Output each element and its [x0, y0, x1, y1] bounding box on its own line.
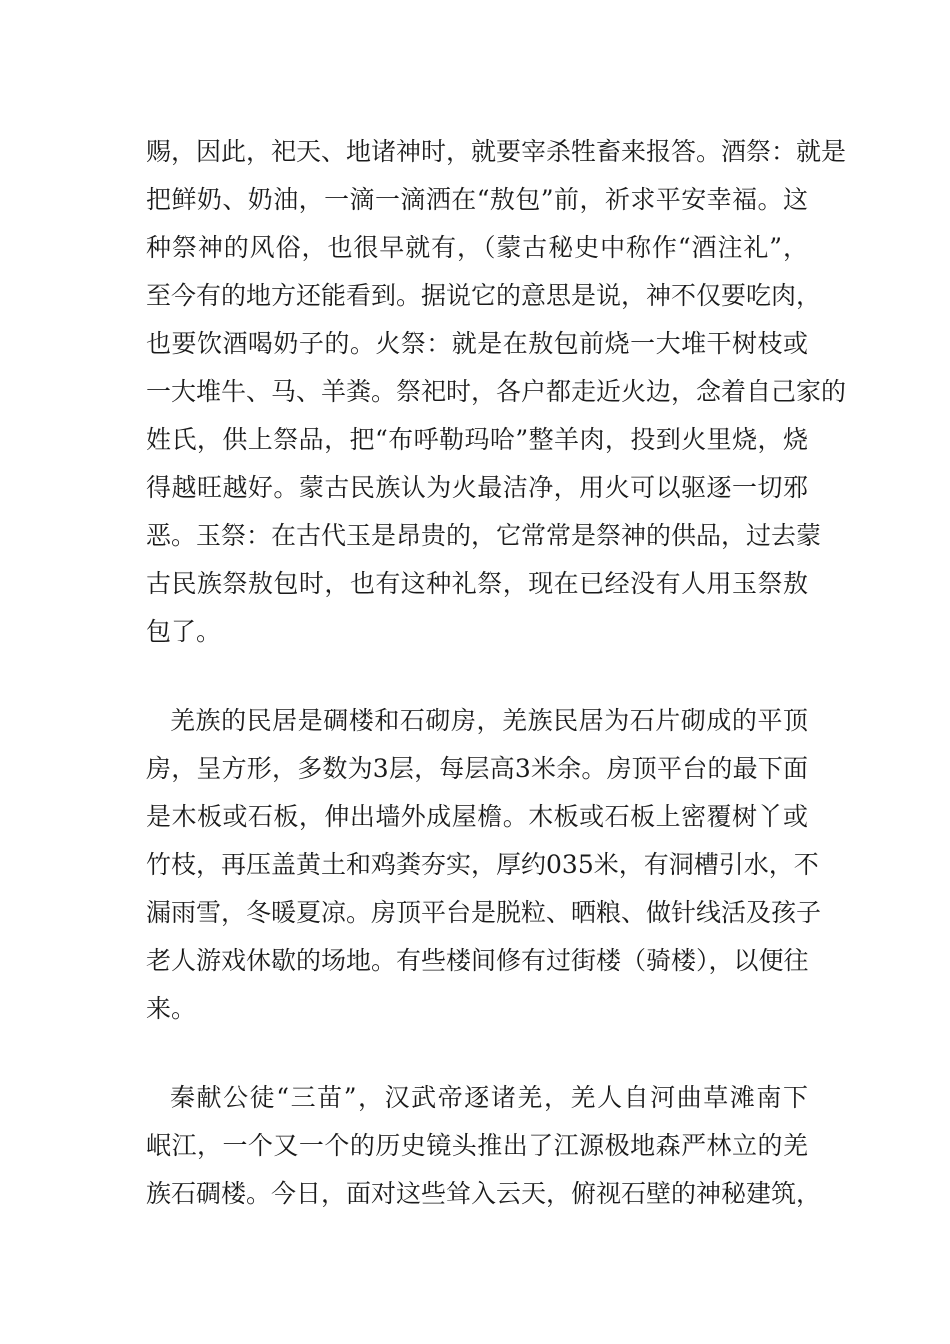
paragraph-sacrifice-rituals: [146, 128, 847, 656]
text-line: 竹枝，再压盖黄土和鸡粪夯实，厚约035米，有洞槽引水，不: [146, 850, 819, 879]
text-line: 赐，因此，祀天、地诸神时，就要宰杀牲畜来报答。酒祭：就是: [146, 137, 847, 166]
text-line: 至今有的地方还能看到。据说它的意思是说，神不仅要吃肉，: [146, 281, 822, 310]
text-line: 老人游戏休歇的场地。有些楼间修有过街楼（骑楼），以便往: [146, 946, 809, 975]
text-line: 种祭神的风俗，也很早就有，（蒙古秘史中称作“酒注礼”，: [146, 233, 808, 262]
paragraph-qiang-dwellings: [146, 697, 822, 1033]
text-line: 也要饮酒喝奶子的。火祭：就是在敖包前烧一大堆干树枝或: [146, 329, 808, 358]
text-line: 岷江，一个又一个的历史镜头推出了江源极地森严林立的羌: [146, 1131, 808, 1160]
text-line: 是木板或石板，伸出墙外成屋檐。木板或石板上密覆树丫或: [146, 802, 808, 831]
text-line: 一大堆牛、马、羊粪。祭祀时，各户都走近火边，念着自己家的: [146, 377, 847, 406]
paragraph-spacer: [146, 1033, 808, 1074]
text-line: 得越旺越好。蒙古民族认为火最洁净，用火可以驱逐一切邪: [146, 473, 808, 502]
text-line: 包了。: [146, 617, 222, 646]
text-line: 古民族祭敖包时，也有这种礼祭，现在已经没有人用玉祭敖: [146, 569, 808, 598]
paragraph-qiang-history: [146, 1074, 822, 1218]
text-line: 恶。玉祭：在古代玉是昂贵的，它常常是祭神的供品，过去蒙: [146, 521, 822, 550]
text-line: 漏雨雪，冬暖夏凉。房顶平台是脱粒、晒粮、做针线活及孩子: [146, 898, 822, 927]
text-line: 房，呈方形，多数为3层，每层高3米余。房顶平台的最下面: [146, 754, 808, 783]
text-line: 秦献公徒“三苗”，汉武帝逐诸羌，羌人自河曲草滩南下: [170, 1083, 808, 1112]
paragraph-spacer: [146, 656, 808, 697]
text-line: 把鲜奶、奶油，一滴一滴洒在“敖包”前，祈求平安幸福。这: [146, 185, 808, 214]
document-body: [146, 128, 847, 1218]
text-line: 来。: [146, 994, 197, 1023]
text-line: 羌族的民居是碉楼和石砌房，羌族民居为石片砌成的平顶: [170, 706, 808, 735]
text-line: 姓氏，供上祭品，把“布呼勒玛哈”整羊肉，投到火里烧，烧: [146, 425, 808, 454]
text-line: 族石碉楼。今日，面对这些耸入云天，俯视石壁的神秘建筑，: [146, 1179, 822, 1208]
